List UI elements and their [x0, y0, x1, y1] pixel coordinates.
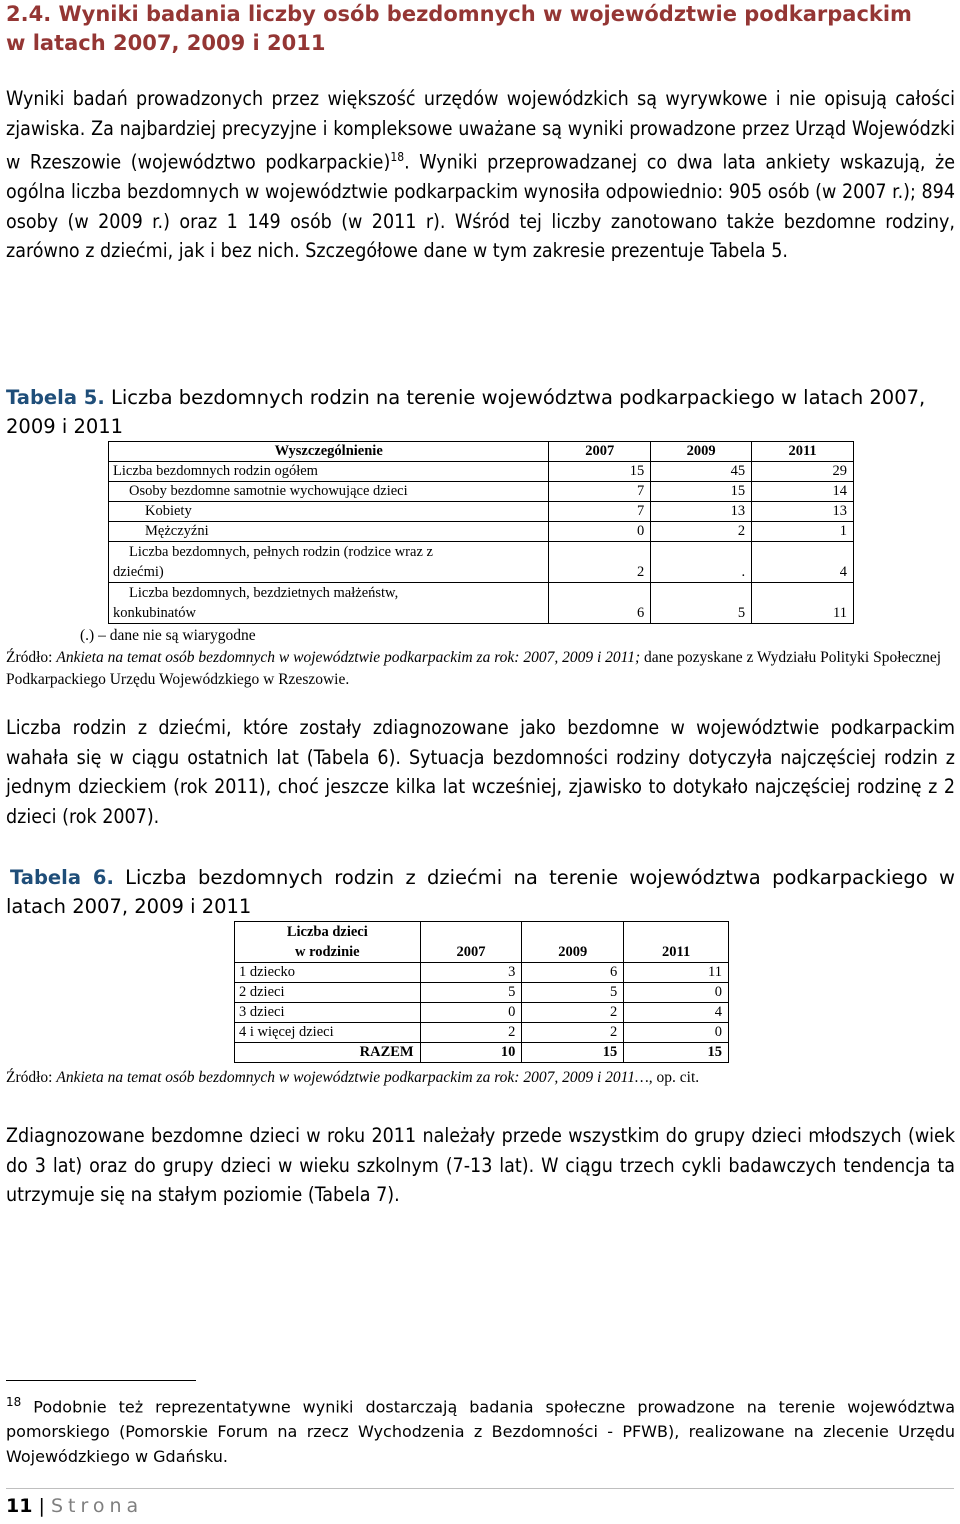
table5-header-cell: 2011: [752, 442, 854, 462]
table5-source: [6, 647, 955, 691]
page-footer: [6, 1495, 143, 1517]
cell-2007: 2: [420, 1023, 522, 1043]
source-prefix: Źródło:: [6, 649, 57, 666]
table-row: [235, 1023, 729, 1043]
total-label: RAZEM: [235, 1043, 421, 1063]
cell-2009: 5: [651, 583, 752, 624]
row-label: Liczba bezdomnych rodzin ogółem: [109, 462, 549, 482]
table-row: [109, 583, 854, 624]
cell-2011: 13: [752, 502, 854, 522]
row-label: Osoby bezdomne samotnie wychowujące dzieci: [109, 482, 549, 502]
para1-part1: Wyniki badań prowadzonych przez większość urzędów wojewódzkich są wyrywkowe i nie opisują całości zjawiska. Za najbardziej precyzyjne i kompleksowe uważane są wyniki prowadzone przez Urząd Wojewódzki w Rzeszowie (województwo podkarpackie): [6, 87, 955, 174]
cell-2011: 14: [752, 482, 854, 502]
table5-label: Tabela 5.: [6, 386, 105, 409]
cell-2009: 15: [651, 482, 752, 502]
row-label: Kobiety: [109, 502, 549, 522]
cell-2007: 5: [420, 983, 522, 1003]
cell-2011: 4: [624, 1003, 729, 1023]
row-label: 4 i więcej dzieci: [235, 1023, 421, 1043]
cell-2007: 0: [420, 1003, 522, 1023]
source-prefix: Źródło:: [6, 1069, 57, 1086]
cell-2011: 0: [624, 1023, 729, 1043]
cell-2009: 6: [522, 963, 624, 983]
table-row: [109, 502, 854, 522]
table-row: [109, 542, 854, 583]
cell-2009: 13: [651, 502, 752, 522]
cell-2009: 2: [522, 1003, 624, 1023]
row-label-line1: Liczba bezdomnych, bezdzietnych małżeństw,: [129, 585, 399, 601]
table6-header-row: [235, 922, 729, 963]
table-row: [109, 522, 854, 542]
cell-2007: 6: [549, 583, 651, 624]
cell-2009: .: [651, 542, 752, 583]
table-row: [235, 983, 729, 1003]
footnote-ref[interactable]: 18: [390, 150, 405, 164]
table6: [234, 921, 729, 1063]
footer-separator: |: [32, 1495, 51, 1517]
table5-caption: [6, 383, 955, 441]
header-line2: w rodzinie: [295, 944, 360, 960]
cell-2007: 15: [549, 462, 651, 482]
cell-2011: 0: [624, 983, 729, 1003]
cell-2011: 11: [752, 583, 854, 624]
paragraph-children: Zdiagnozowane bezdomne dzieci w roku 2011 należały przede wszystkim do grupy dzieci młodszych (wiek do 3 lat) oraz do grupy dzieci w wieku szkolnym (7-13 lat). W ciągu trzech cykli badawczych tendencja ta utrzymuje się na stałym poziomie (Tabela 7).: [6, 1124, 955, 1206]
footer-divider: [6, 1488, 954, 1489]
source-rest: op. cit.: [652, 1069, 700, 1086]
cell-2007: 2: [549, 542, 651, 583]
cell-2009: 5: [522, 983, 624, 1003]
cell-2011: 11: [624, 963, 729, 983]
table-row: [235, 963, 729, 983]
table6-header-year: 2009: [522, 922, 624, 963]
table5-header-cell: 2009: [651, 442, 752, 462]
heading-line2: w latach 2007, 2009 i 2011: [6, 31, 326, 55]
paragraph-intro: [6, 84, 955, 266]
cell-2007: 7: [549, 482, 651, 502]
table5-header-row: [109, 442, 854, 462]
page-number: 11: [6, 1495, 33, 1517]
row-label-line1: Liczba bezdomnych, pełnych rodzin (rodzice wraz z: [129, 544, 433, 560]
table6-label: Tabela 6.: [10, 866, 114, 889]
row-label-line2: konkubinatów: [113, 605, 196, 621]
row-label: [109, 583, 549, 624]
source-rest: dane pozyskane z Wydziału Polityki Społecznej Podkarpackiego Urzędu Wojewódzkiego w Rzeszowie.: [6, 649, 942, 688]
table6-header-year: 2007: [420, 922, 522, 963]
table5-title: Liczba bezdomnych rodzin na terenie województwa podkarpackiego w latach 2007, 2009 i 2011: [6, 386, 926, 438]
table-row: [109, 482, 854, 502]
para1-part2: . Wyniki przeprowadzanej co dwa lata ankiety wskazują, że ogólna liczba bezdomnych w województwie podkarpackim wynosiła odpowiednio: 905 osób (w 2007 r.); 894 osoby (w 2009 r.) oraz 1 149 osób (w 2011 r). Wśród tej liczby zanotowano także bezdomne rodziny, zarówno z dziećmi, jak i bez nich. Szczegółowe dane w tym zakresie prezentuje Tabela 5.: [6, 150, 955, 262]
total-2011: 15: [624, 1043, 729, 1063]
header-line1: Liczba dzieci: [286, 924, 368, 940]
table6-source: [6, 1067, 955, 1089]
cell-2009: 45: [651, 462, 752, 482]
row-label: [109, 542, 549, 583]
heading-line1: Wyniki badania liczby osób bezdomnych w województwie podkarpackim: [58, 2, 912, 26]
source-title: Ankieta na temat osób bezdomnych w województwie podkarpackim za rok: 2007, 2009 i 2011…,: [56, 1069, 653, 1086]
paragraph-families: Liczba rodzin z dziećmi, które zostały zdiagnozowane jako bezdomne w województwie podkarpackim wahała się w ciągu ostatnich lat (Tabela 6). Sytuacja bezdomności rodziny dotyczyła najczęściej rodzin z jednym dzieckiem (rok 2011), choć jeszcze kilka lat wcześniej, zjawisko to dotykało najczęściej rodzinę z 2 dzieci (rok 2007).: [6, 716, 955, 828]
section-heading: [6, 0, 956, 58]
cell-2007: 7: [549, 502, 651, 522]
footer-word: Strona: [50, 1495, 144, 1517]
table6-title: Liczba bezdomnych rodzin z dziećmi na terenie województwa podkarpackiego w latach 2007, 2009 i 2011: [6, 866, 955, 918]
cell-2011: 4: [752, 542, 854, 583]
table6-header-label: [235, 922, 421, 963]
row-label: Mężczyźni: [109, 522, 549, 542]
table-row: [109, 462, 854, 482]
cell-2009: 2: [522, 1023, 624, 1043]
table-row: [235, 1003, 729, 1023]
table6-caption: [6, 863, 955, 921]
source-title: Ankieta na temat osób bezdomnych w województwie podkarpackim za rok: 2007, 2009 i 2011;: [56, 649, 641, 666]
table5-note: (.) – dane nie są wiarygodne: [80, 627, 256, 644]
table6-header-year: 2011: [624, 922, 729, 963]
total-2009: 15: [522, 1043, 624, 1063]
cell-2011: 1: [752, 522, 854, 542]
table-total-row: [235, 1043, 729, 1063]
heading-number: 2.4.: [6, 2, 52, 26]
row-label-line2: dziećmi): [113, 564, 164, 580]
cell-2009: 2: [651, 522, 752, 542]
cell-2011: 29: [752, 462, 854, 482]
row-label: 2 dzieci: [235, 983, 421, 1003]
table5-header-cell: Wyszczególnienie: [109, 442, 549, 462]
table5-header-cell: 2007: [549, 442, 651, 462]
table5: [108, 441, 854, 624]
footnote-divider: [6, 1380, 196, 1381]
row-label: 3 dzieci: [235, 1003, 421, 1023]
footnote: [6, 1390, 955, 1469]
footnote-text: Podobnie też reprezentatywne wyniki dostarczają badania społeczne prowadzone na terenie województwa pomorskiego (Pomorskie Forum na rzecz Wychodzenia z Bezdomności - PFWB), realizowane na zlecenie Urzędu Wojewódzkiego w Gdańsku.: [6, 1397, 955, 1467]
row-label: 1 dziecko: [235, 963, 421, 983]
total-2007: 10: [420, 1043, 522, 1063]
cell-2007: 3: [420, 963, 522, 983]
footnote-number: 18: [6, 1395, 22, 1409]
cell-2007: 0: [549, 522, 651, 542]
